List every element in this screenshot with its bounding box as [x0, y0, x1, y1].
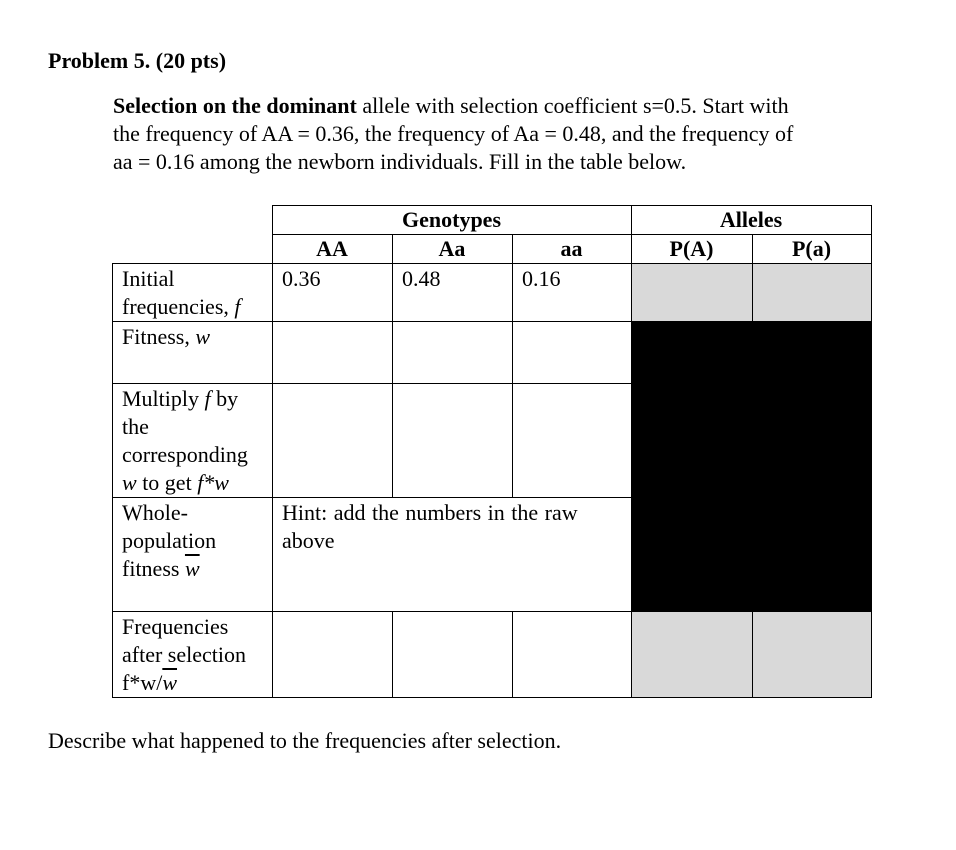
freq-var: $\overline{w}$: [162, 670, 178, 695]
footer-instruction: Describe what happened to the frequencies after selection.: [48, 728, 562, 753]
whole-line3: fitness: [122, 556, 185, 581]
initial-aa-value: 0.16: [522, 266, 561, 291]
vline: [752, 234, 753, 698]
freq-line1: Frequencies: [122, 614, 229, 639]
after-Pa-cell: [752, 611, 871, 697]
problem-intro: [113, 92, 883, 176]
initial-label-2: frequencies,: [122, 294, 235, 319]
initial-AA-value: 0.36: [282, 266, 321, 291]
multiply-line3: corresponding: [122, 442, 248, 467]
freq-line2: after selection: [122, 642, 246, 667]
vline: [392, 611, 393, 698]
intro-line2: the frequency of AA = 0.36, the frequency of Aa = 0.48, and the frequency of: [113, 121, 794, 146]
fitness-var: w: [195, 324, 211, 349]
vline: [112, 263, 113, 698]
hline: [112, 383, 872, 384]
col-Aa-header: Aa: [438, 236, 466, 261]
hline: [112, 611, 872, 612]
hline: [112, 697, 872, 698]
hint-text: [282, 499, 627, 555]
hline: [112, 497, 872, 498]
multiply-line4-mid: to get: [136, 470, 198, 495]
col-aa-header: aa: [560, 236, 583, 261]
row-label-initial: [122, 265, 241, 321]
vline: [272, 205, 273, 698]
multiply-line1-b: by: [210, 386, 239, 411]
multiply-line1-var: f: [204, 386, 211, 411]
alleles-blackout: [631, 321, 871, 611]
row-label-whole: [122, 499, 216, 583]
row-label-fitness: [122, 323, 210, 351]
vline: [631, 205, 632, 698]
initial-label-var: f: [234, 294, 241, 319]
whole-line1: Whole-: [122, 500, 188, 525]
hint-line2: above: [282, 528, 335, 553]
after-PA-cell: [631, 611, 752, 697]
hline: [112, 263, 872, 264]
col-PA-header: P(A): [669, 236, 714, 261]
col-Pa-header: P(a): [791, 236, 832, 261]
initial-Aa-value: 0.48: [402, 266, 441, 291]
initial-Pa-cell: [752, 263, 871, 321]
vline: [512, 234, 513, 498]
intro-line3: aa = 0.16 among the newborn individuals. Fill in the table below.: [113, 149, 687, 174]
vline: [871, 205, 872, 698]
row-label-after: [122, 613, 246, 697]
multiply-line4-var2: f*w: [197, 470, 229, 495]
initial-label-1: Initial: [122, 266, 175, 291]
problem-title: Problem 5. (20 pts): [48, 48, 227, 73]
genotypes-header: Genotypes: [402, 207, 501, 232]
hline: [272, 205, 872, 206]
alleles-header: Alleles: [719, 207, 783, 232]
row-label-multiply: [122, 385, 248, 497]
vline: [512, 611, 513, 698]
col-AA-header: AA: [316, 236, 348, 261]
freq-line3: f*w/: [122, 670, 163, 695]
hline: [112, 321, 872, 322]
multiply-line4-var1: w: [122, 470, 137, 495]
whole-var: $\overline{w}$: [184, 556, 200, 581]
intro-bold: Selection on the dominant: [113, 93, 357, 118]
multiply-line1-a: Multiply: [122, 386, 205, 411]
whole-line2: population: [122, 528, 217, 553]
initial-PA-cell: [631, 263, 752, 321]
hline: [272, 234, 872, 235]
hint-line1: Hint: add the numbers in the raw: [282, 500, 578, 525]
intro-line1-rest: allele with selection coefficient s=0.5. Start with: [356, 93, 789, 118]
multiply-line2: the: [122, 414, 149, 439]
fitness-label: Fitness,: [122, 324, 196, 349]
vline: [392, 234, 393, 498]
